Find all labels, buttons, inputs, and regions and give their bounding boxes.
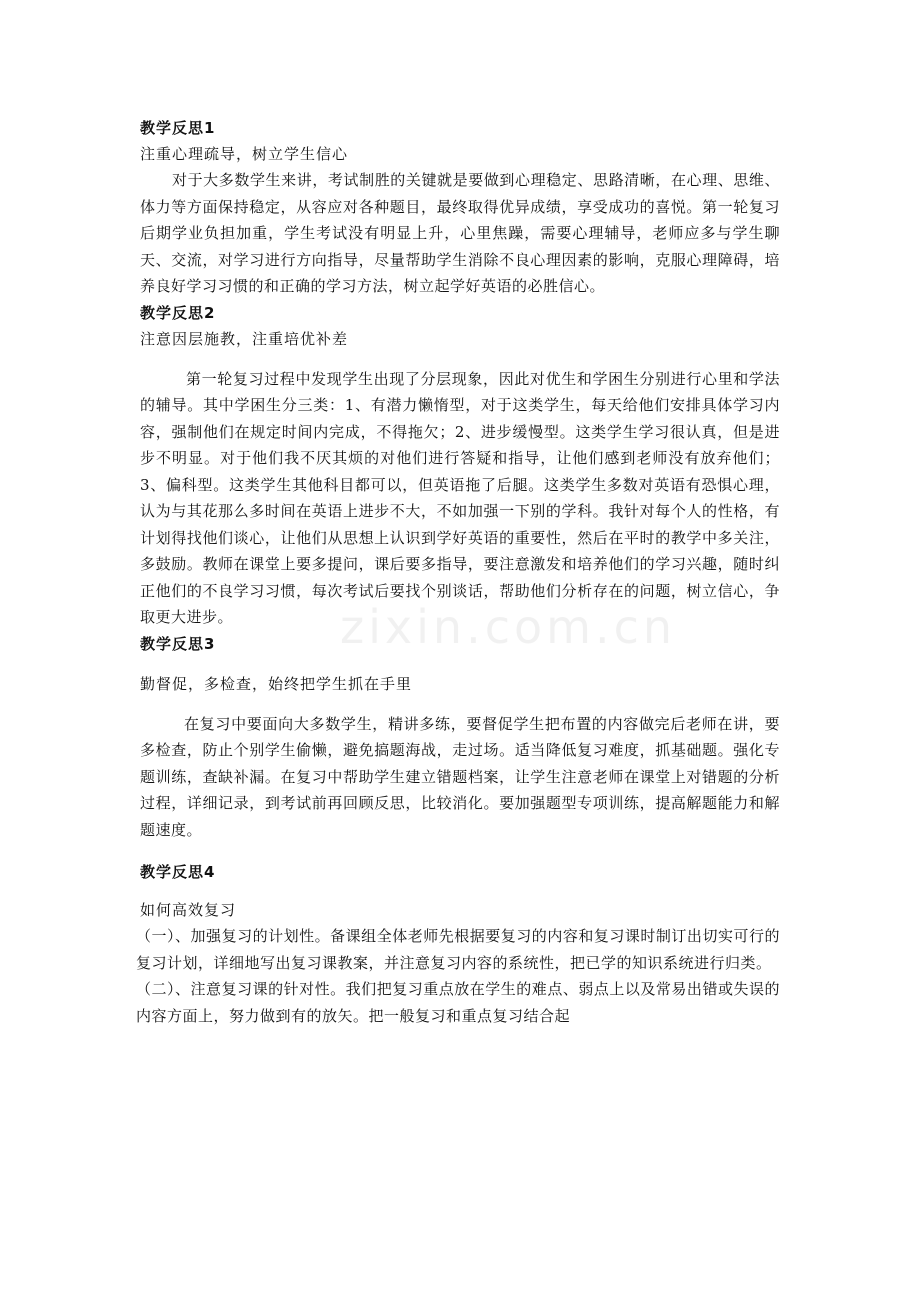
spacer: [140, 352, 780, 366]
section-4-item-2: （二）、注意复习课的针对性。我们把复习重点放在学生的难点、弱点上以及常易出错或失误的内容方面上，努力做到有的放矢。把一般复习和重点复习结合起: [136, 980, 780, 1025]
watermark: zixin.com.cn: [340, 600, 677, 654]
spacer: [140, 885, 780, 897]
section-2-subtitle: 注意因层施教，注重培优补差: [140, 329, 349, 348]
section-3-paragraph: 在复习中要面向大多数学生，精讲多练，要督促学生把布置的内容做完后老师在讲，要多检查，防止个别学生偷懒，避免搞题海战，走过场。适当降低复习难度，抓基础题。强化专题训练，查缺补漏。在复习中帮助学生建立错题档案，让学生注意老师在课堂上对错题的分析过程，详细记录，到考试前再回顾反思，比较消化。要加强题型专项训练，提高解题能力和解题速度。: [140, 714, 780, 839]
spacer: [140, 843, 780, 859]
section-4-subtitle: 如何高效复习: [140, 901, 237, 919]
section-1-heading: 教学反思1: [140, 119, 216, 137]
section-2-paragraph: 第一轮复习过程中发现学生出现了分层现象，因此对优生和学困生分别进行心里和学法的辅导。其中学困生分三类：1、有潜力懒惰型，对于这类学生，每天给他们安排具体学习内容，强制他们在规定时间内完成，不得拖欠；2、进步缓慢型。这类学生学习很认真，但是进步不明显。对于他们我不厌其烦的对他们进行答疑和指导，让他们感到老师没有放弃他们；3、偏科型。这类学生其他科目都可以，但英语拖了后腿。这类学生多数对英语有恐惧心理，认为与其花那么多时间在英语上进步不大，不如加强一下别的学科。我针对每个人的性格，有计划得找他们谈心，让他们从思想上认识到学好英语的重要性，然后在平时的教学中多关注，多鼓励。教师在课堂上要多提问，课后要多指导，要注意激发和培养他们的学习兴趣，随时纠正他们的不良学习习惯，每次考试后要找个别谈话，帮助他们分析存在的问题，树立信心，争取更大进步。: [140, 369, 780, 626]
section-3-subtitle: 勤督促，多检查，始终把学生抓在手里: [140, 674, 413, 693]
section-1-subtitle: 注重心理疏导，树立学生信心: [140, 145, 349, 163]
spacer: [140, 657, 780, 671]
spacer: [140, 697, 780, 711]
section-4-item-1: （一）、加强复习的计划性。备课组全体老师先根据要复习的内容和复习课时制订出切实可行的复习计划，详细地写出复习课教案，并注意复习内容的系统性，把已学的知识系统进行归类。: [136, 927, 780, 972]
section-3-heading: 教学反思3: [140, 634, 216, 653]
document-page: [136, 115, 780, 1029]
section-4-heading: 教学反思4: [140, 863, 216, 881]
section-1-paragraph: 对于大多数学生来讲，考试制胜的关键就是要做到心理稳定、思路清晰，在心理、思维、体力等方面保持稳定，从容应对各种题目，最终取得优异成绩，享受成功的喜悦。第一轮复习后期学业负担加重，学生考试没有明显上升，心里焦躁，需要心理辅导，老师应多与学生聊天、交流，对学习进行方向指导，尽量帮助学生消除不良心理因素的影响，克服心理障碍，培养良好学习习惯的和正确的学习方法，树立起学好英语的必胜信心。: [140, 171, 780, 295]
section-2-heading: 教学反思2: [140, 303, 216, 322]
